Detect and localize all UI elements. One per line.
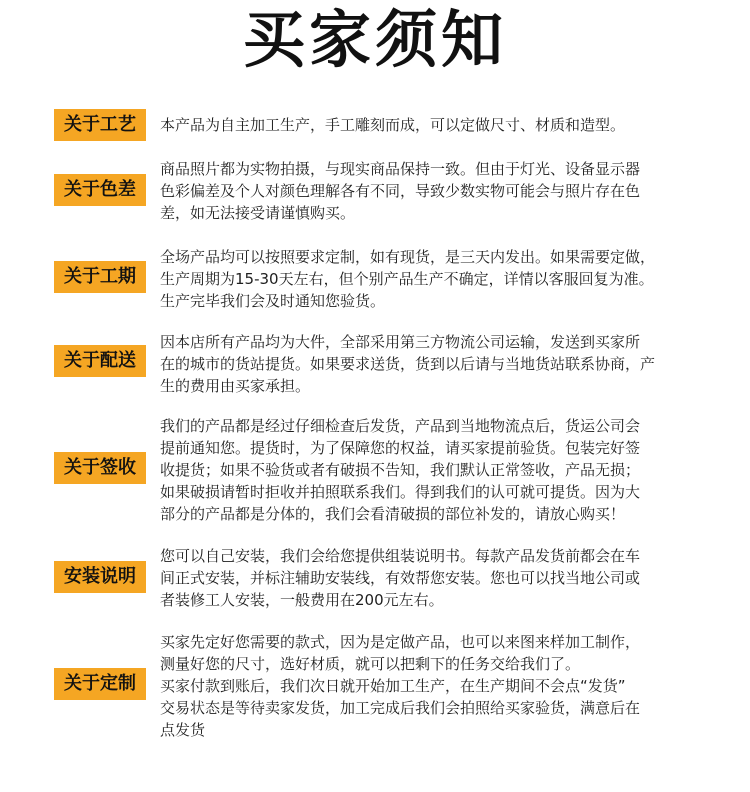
section-delivery-label: 关于配送 [54, 345, 146, 377]
section-signing-label: 关于签收 [54, 452, 146, 484]
section-color-label: 关于色差 [54, 174, 146, 206]
section-schedule-label: 关于工期 [54, 261, 146, 293]
section-craft-label: 关于工艺 [54, 109, 146, 141]
page-title: 买家须知 [242, 3, 507, 76]
section-installation-text: 您可以自己安装，我们会给您提供组装说明书。每款产品发货前都会在车 间正式安装，并标注辅助安装线，有效帮您安装。您也可以找当地公司或 者装修工人安装，一般费用在200元左右。 [160, 547, 641, 609]
section-craft-text: 本产品为自主加工生产，手工雕刻而成，可以定做尺寸、材质和造型。 [160, 116, 626, 134]
section-signing-text: 我们的产品都是经过仔细检查后发货，产品到当地物流点后，货运公司会 提前通知您。提货时，为了保障您的权益，请买家提前验货。包装完好签 收提货；如果不验货或者有破损不告知，我们默认正常签收，产品无损； 如果破损请暂时拒收并拍照联系我们。得到我们的认可就可提货。因为大 部分的产品都是分体的，我们会看清破损的部位补发的，请放心购买！ [160, 417, 641, 523]
section-custom-text: 买家先定好您需要的款式，因为是定做产品，也可以来图来样加工制作， 测量好您的尺寸，选好材质，就可以把剩下的任务交给我们了。 买家付款到账后，我们次日就开始加工生产，在生产期间不会点“发货” 交易状态是等待卖家发货，加工完成后我们会拍照给买家验货，满意后在 点发货 [160, 633, 641, 739]
section-installation-label: 安装说明 [54, 561, 146, 593]
section-custom-label: 关于定制 [54, 668, 146, 700]
section-schedule-text: 全场产品均可以按照要求定制，如有现货，是三天内发出。如果需要定做， 生产周期为15-30天左右，但个别产品生产不确定，详情以客服回复为准。 生产完毕我们会及时通知您验货。 [160, 248, 656, 310]
section-color-text: 商品照片都为实物拍摄，与现实商品保持一致。但由于灯光、设备显示器 色彩偏差及个人对颜色理解各有不同，导致少数实物可能会与照片存在色 差，如无法接受请谨慎购买。 [160, 160, 641, 222]
section-delivery-text: 因本店所有产品均为大件，全部采用第三方物流公司运输，发送到买家所 在的城市的货站提货。如果要求送货，货到以后请与当地货站联系协商，产 生的费用由买家承担。 [160, 333, 656, 395]
